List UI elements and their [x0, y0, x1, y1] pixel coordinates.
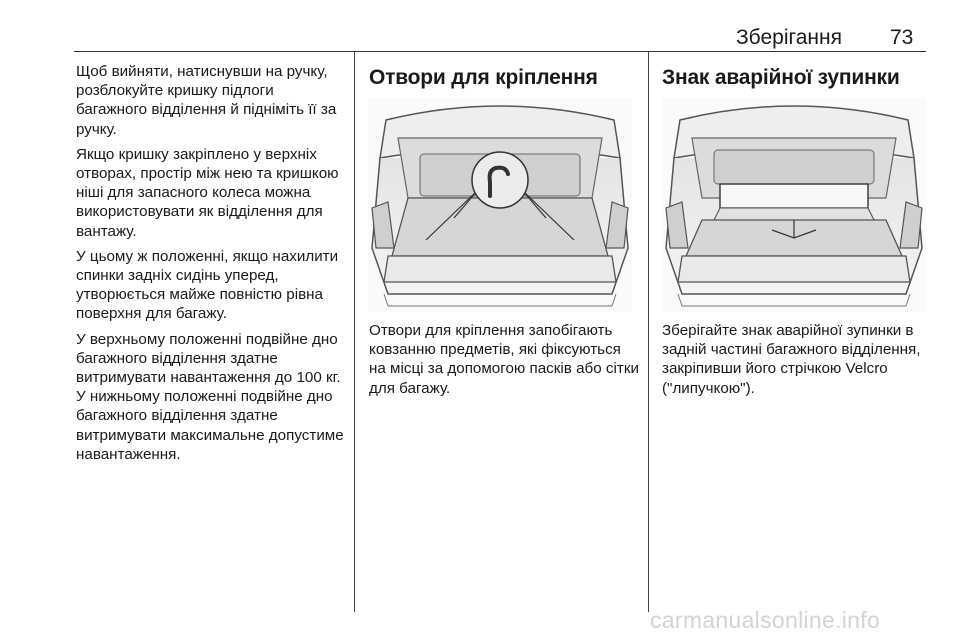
cargo-anchors-illustration — [368, 98, 632, 312]
page-number: 73 — [890, 26, 914, 49]
paragraph-3: У цьому ж положенні, якщо нахилити спинки задніх сидінь уперед, утворюється майже повністю рівна поверхня для багажу. — [76, 247, 339, 323]
column-1-text — [76, 62, 346, 470]
section-heading-anchors: Отвори для кріплення — [369, 66, 598, 89]
paragraph-1: Щоб вийняти, натиснувши на ручку, розблокуйте кришку підлоги багажного відділення й підніміть її за ручку. — [76, 63, 337, 138]
page-header-title: Зберігання — [736, 26, 842, 49]
paragraph-2: Якщо кришку закріплено у верхніх отворах, простір між нею та кришкою ніші для запасного колеса можна використовувати як відділення для вантажу. — [76, 145, 339, 240]
paragraph-4: У верхньому положенні подвійне дно багажного відділення здатне витримувати навантаження до 100 кг. У нижньому положенні подвійне дно багажного відділення здатне витримувати максимальне допустиме навантаження. — [76, 330, 344, 463]
figure-cargo-anchors — [368, 98, 632, 312]
header-rule — [74, 51, 926, 52]
column-divider-right — [648, 52, 649, 612]
column-divider-left — [354, 52, 355, 612]
caption-warning-triangle: Зберігайте знак аварійної зупинки в задній частині багажного відділення, закріпивши його стрічкою Velcro ("липучкою"). — [662, 322, 921, 397]
section-heading-warning-triangle: Знак аварійної зупинки — [662, 66, 900, 89]
caption-anchors: Отвори для кріплення запобігають ковзанню предметів, які фіксуються на місці за допомогою пасків або сітки для багажу. — [369, 322, 639, 397]
warning-triangle-illustration — [662, 98, 926, 312]
watermark: carmanualsonline.info — [650, 607, 881, 633]
figure-warning-triangle — [662, 98, 926, 312]
